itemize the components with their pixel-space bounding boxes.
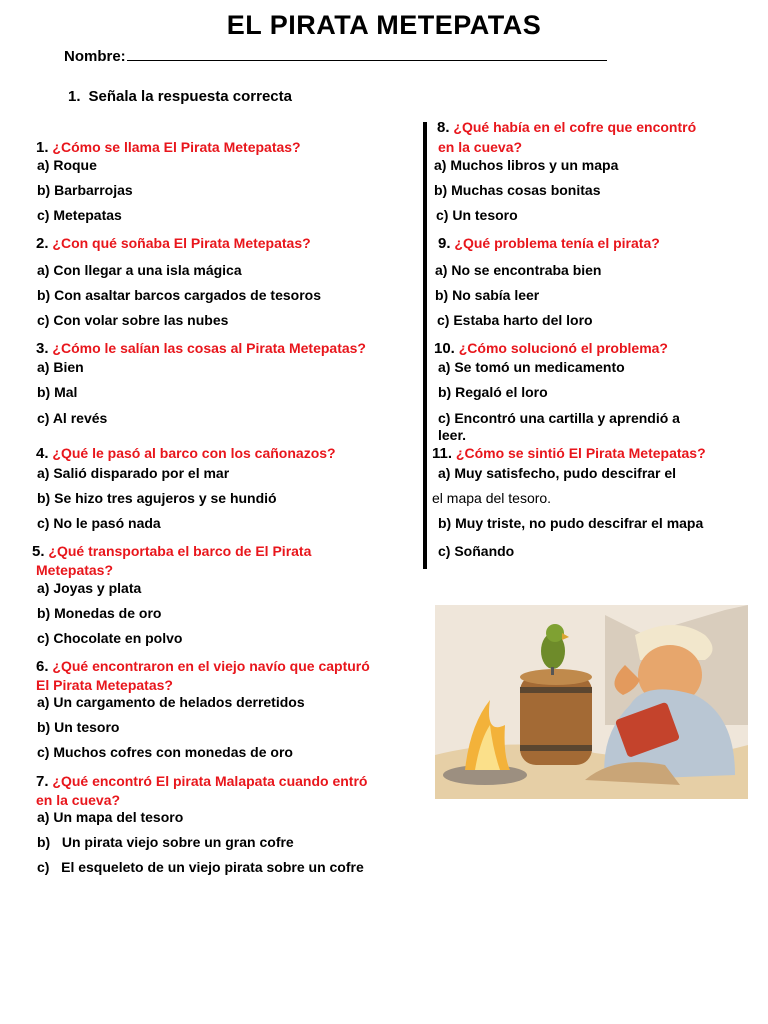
question-text: ¿Cómo se llama El Pirata Metepatas? xyxy=(52,139,301,155)
question-text: ¿Qué encontraron en el viejo navío que capturó xyxy=(52,658,370,674)
barrel-icon xyxy=(520,669,592,765)
question-number: 1. xyxy=(36,139,49,156)
question-7 xyxy=(36,772,367,791)
question-text: ¿Qué le pasó al barco con los cañonazos? xyxy=(52,445,336,461)
question-number: 5. xyxy=(32,543,45,560)
question-text: ¿Qué encontró El pirata Malapata cuando entró xyxy=(52,773,368,789)
option[interactable]: a) Roque xyxy=(37,157,97,173)
option[interactable]: a) Un mapa del tesoro xyxy=(37,809,184,825)
question-5 xyxy=(32,542,311,561)
question-1 xyxy=(36,138,301,157)
option[interactable]: c) Estaba harto del loro xyxy=(437,312,593,328)
option[interactable]: b) Barbarrojas xyxy=(37,182,133,198)
question-11 xyxy=(432,444,706,463)
question-text: ¿Qué había en el cofre que encontró xyxy=(453,119,697,135)
instruction-text: Señala la respuesta correcta xyxy=(88,88,292,105)
question-number: 8. xyxy=(437,119,450,136)
option[interactable]: b) Mal xyxy=(37,384,78,400)
question-text: ¿Qué problema tenía el pirata? xyxy=(454,235,660,251)
instruction-number: 1. xyxy=(68,88,81,105)
question-number: 9. xyxy=(438,235,451,252)
question-6 xyxy=(36,657,370,676)
option[interactable]: b) Monedas de oro xyxy=(37,605,162,621)
option[interactable]: c) Un tesoro xyxy=(436,207,518,223)
name-label: Nombre: xyxy=(64,48,126,65)
question-number: 10. xyxy=(434,340,455,357)
question-5-continuation: Metepatas? xyxy=(36,562,114,578)
option[interactable]: c) Encontró una cartilla y aprendió a xyxy=(438,410,680,426)
option[interactable]: c) Al revés xyxy=(37,410,108,426)
question-10 xyxy=(434,339,668,358)
question-6-continuation: El Pirata Metepatas? xyxy=(36,677,173,693)
question-9 xyxy=(438,234,660,253)
question-text: ¿Cómo se sintió El Pirata Metepatas? xyxy=(455,445,706,461)
option[interactable]: b) Muchas cosas bonitas xyxy=(434,182,601,198)
name-field xyxy=(64,46,607,65)
question-text: ¿Qué transportaba el barco de El Pirata xyxy=(48,543,312,559)
question-number: 11. xyxy=(432,445,453,462)
option[interactable]: a) Joyas y plata xyxy=(37,580,142,596)
option[interactable]: a) Salió disparado por el mar xyxy=(37,465,230,481)
question-number: 3. xyxy=(36,340,49,357)
option[interactable]: a) Bien xyxy=(37,359,84,375)
question-text: ¿Cómo le salían las cosas al Pirata Metepatas? xyxy=(52,340,366,356)
option[interactable]: a) Muy satisfecho, pudo descifrar el xyxy=(438,465,677,481)
option[interactable]: a) Un cargamento de helados derretidos xyxy=(37,694,305,710)
option[interactable]: b) Regaló el loro xyxy=(438,384,548,400)
page-title: EL PIRATA METEPATAS xyxy=(226,10,542,40)
option[interactable]: c) Chocolate en polvo xyxy=(37,630,183,646)
question-7-continuation: en la cueva? xyxy=(36,792,121,808)
pirate-reading-illustration xyxy=(435,605,748,799)
option-continuation: leer. xyxy=(438,427,467,443)
question-8-continuation: en la cueva? xyxy=(438,139,523,155)
column-divider xyxy=(423,122,427,569)
instruction xyxy=(68,88,292,105)
option[interactable]: b) Un pirata viejo sobre un gran cofre xyxy=(37,834,294,850)
question-number: 7. xyxy=(36,773,49,790)
question-text: ¿Con qué soñaba El Pirata Metepatas? xyxy=(52,235,311,251)
option[interactable]: c) No le pasó nada xyxy=(37,515,161,531)
option[interactable]: b) Con asaltar barcos cargados de tesoros xyxy=(37,287,321,303)
question-number: 4. xyxy=(36,445,49,462)
option[interactable]: b) Un tesoro xyxy=(37,719,120,735)
option[interactable]: a) Con llegar a una isla mágica xyxy=(37,262,242,278)
option[interactable]: b) Se hizo tres agujeros y se hundió xyxy=(37,490,277,506)
option[interactable]: c) El esqueleto de un viejo pirata sobre un cofre xyxy=(37,859,364,875)
option[interactable]: c) Muchos cofres con monedas de oro xyxy=(37,744,293,760)
question-2 xyxy=(36,234,311,253)
question-3 xyxy=(36,339,366,358)
option[interactable]: b) Muy triste, no pudo descifrar el mapa xyxy=(438,515,704,531)
option[interactable]: a) Muchos libros y un mapa xyxy=(434,157,619,173)
option[interactable]: b) No sabía leer xyxy=(435,287,540,303)
name-blank-line[interactable] xyxy=(127,46,607,61)
option[interactable]: c) Metepatas xyxy=(37,207,122,223)
question-number: 2. xyxy=(36,235,49,252)
question-text: ¿Cómo solucionó el problema? xyxy=(458,340,668,356)
question-4 xyxy=(36,444,336,463)
question-number: 6. xyxy=(36,658,49,675)
option[interactable]: a) No se encontraba bien xyxy=(435,262,602,278)
question-8 xyxy=(437,118,696,137)
option-continuation: el mapa del tesoro. xyxy=(432,490,552,506)
option[interactable]: c) Soñando xyxy=(438,543,515,559)
option[interactable]: a) Se tomó un medicamento xyxy=(438,359,625,375)
option[interactable]: c) Con volar sobre las nubes xyxy=(37,312,229,328)
